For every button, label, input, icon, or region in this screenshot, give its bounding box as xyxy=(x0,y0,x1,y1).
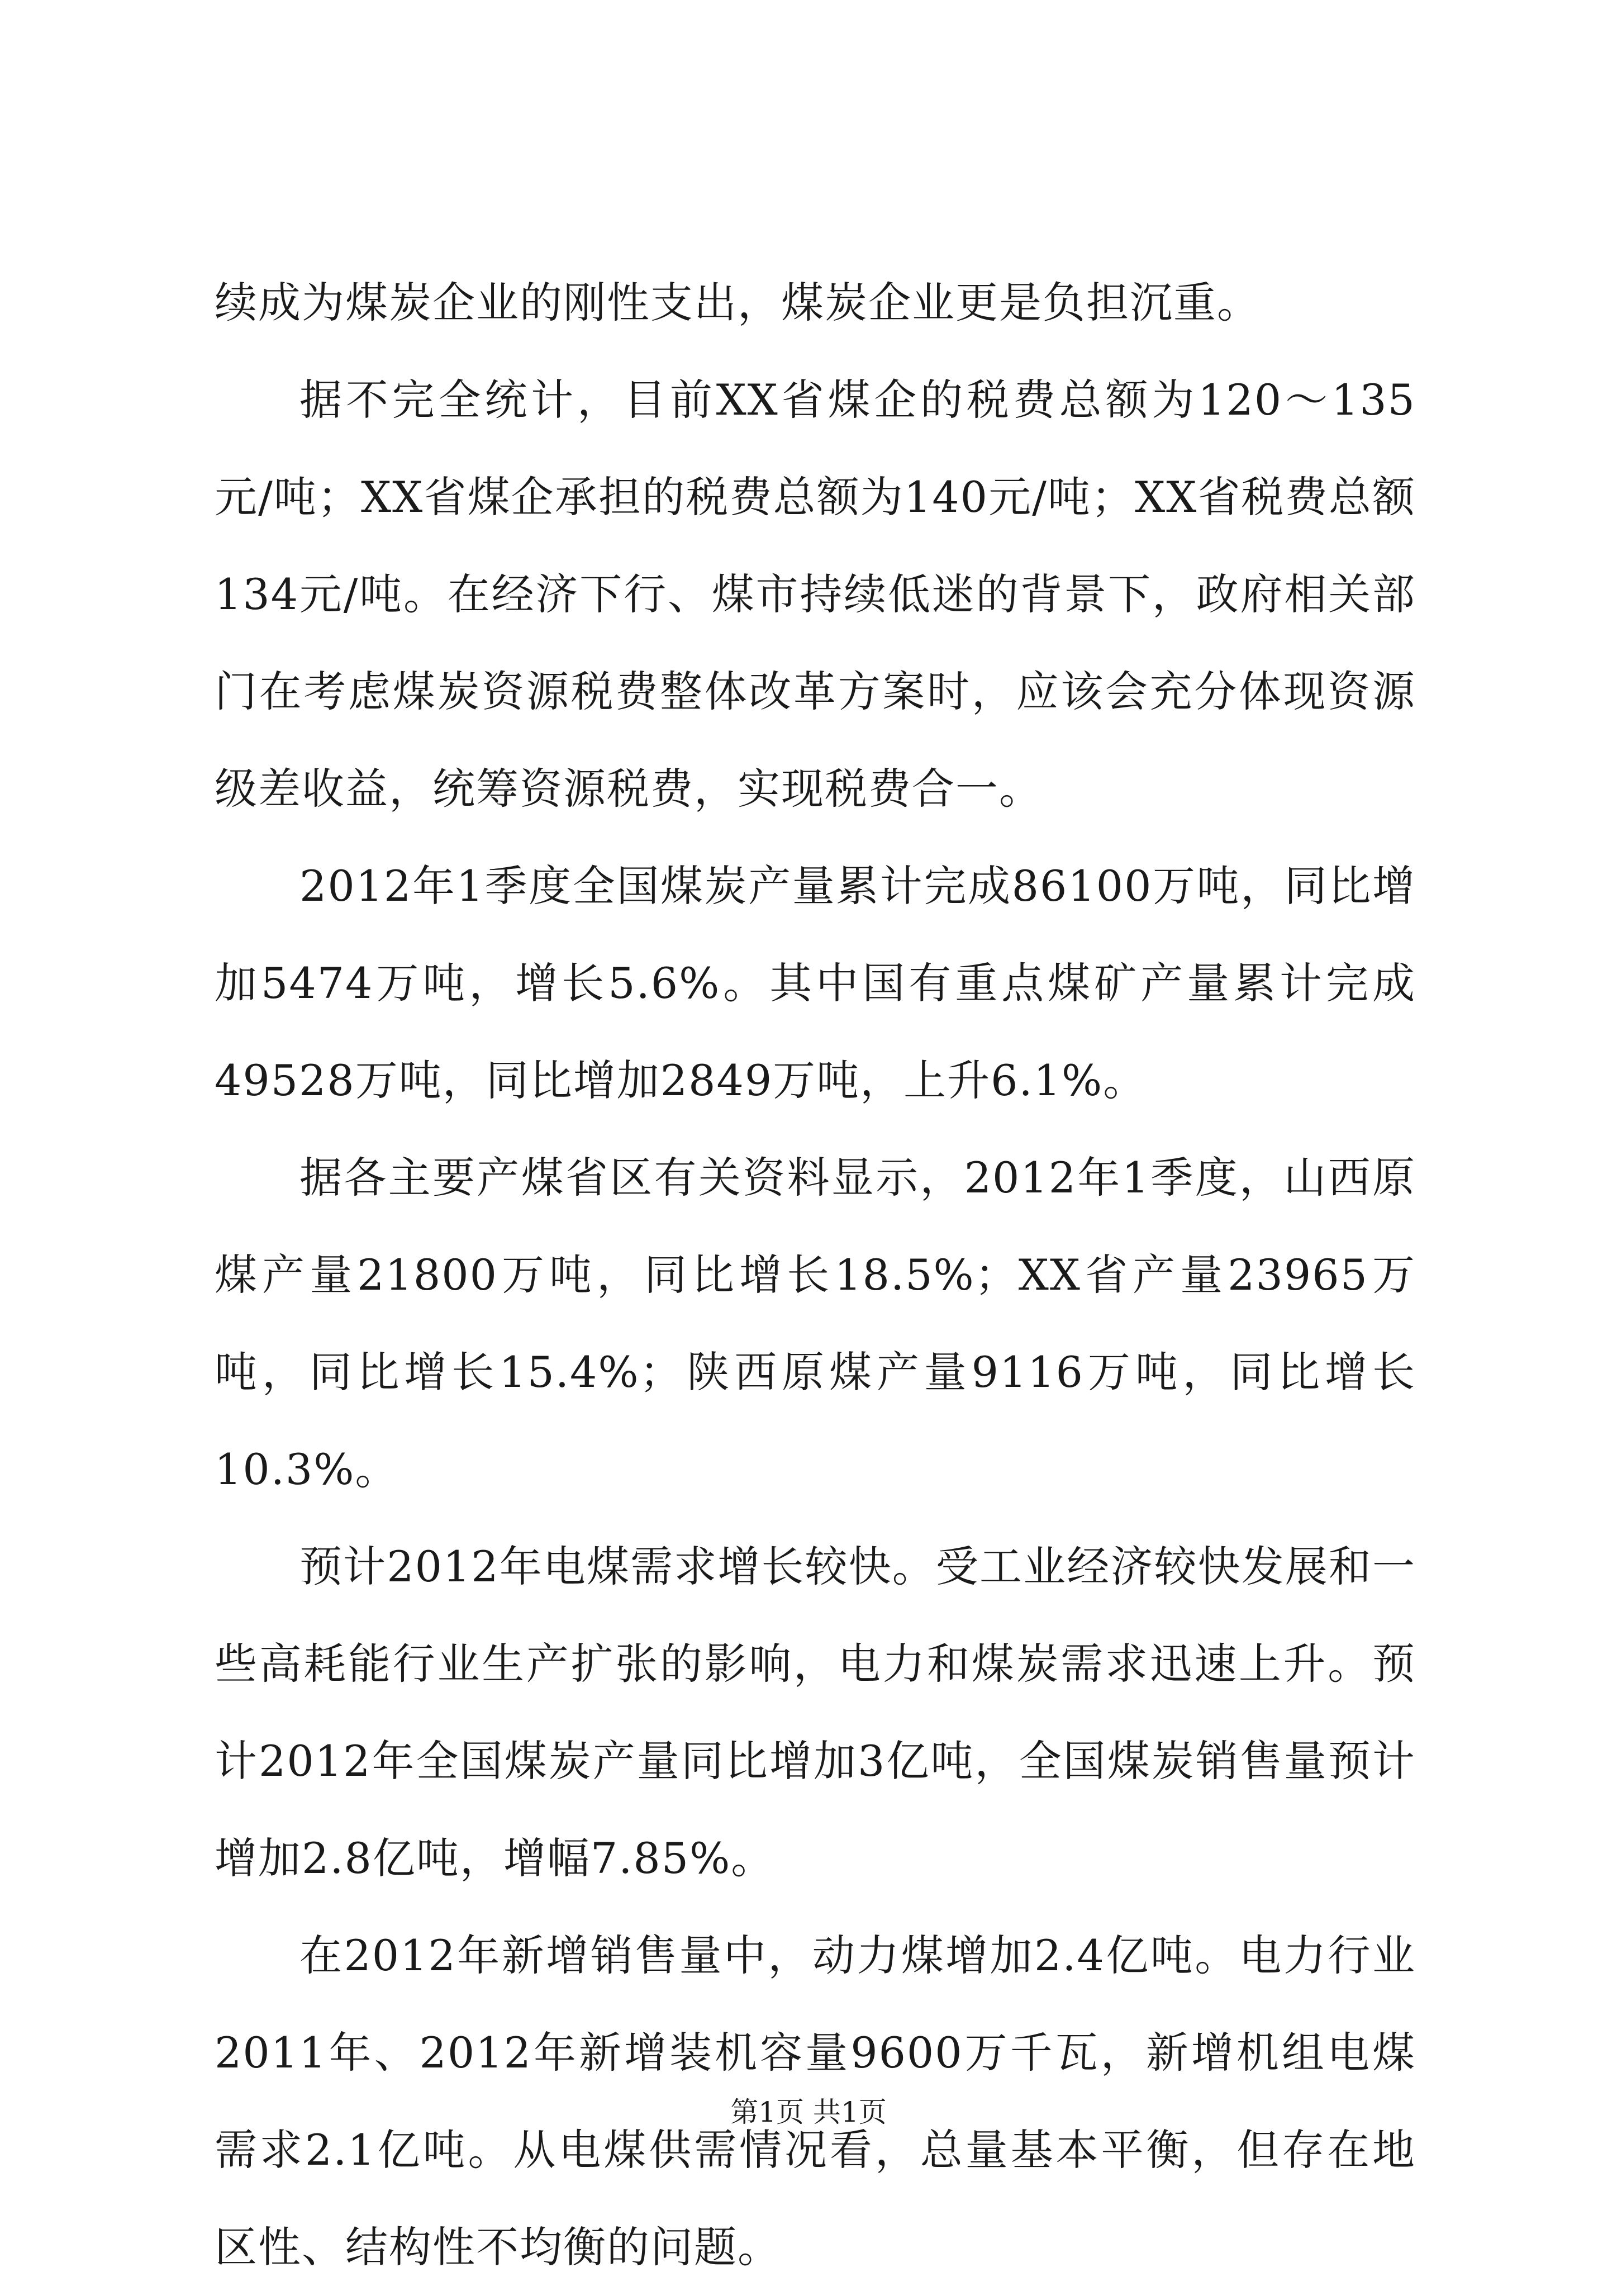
paragraph-tax-statistics: 据不完全统计，目前XX省煤企的税费总额为120～135元/吨；XX省煤企承担的税费总额为140元/吨；XX省税费总额134元/吨。在经济下行、煤市持续低迷的背景下，政府相关部门在考虑煤炭资源税费整体改革方案时，应该会充分体现资源级差收益，统筹资源税费，实现税费合一。 xyxy=(215,375,1416,814)
page-footer: 第1页 共1页 xyxy=(730,2096,887,2128)
paragraph-thermal-coal: 在2012年新增销售量中，动力煤增加2.4亿吨。电力行业2011年、2012年新增装机容量9600万千瓦，新增机组电煤需求2.1亿吨。从电煤供需情况看，总量基本平衡，但存在地区性、结构性不均衡的问题。 xyxy=(215,1931,1416,2272)
paragraph-q1-national-output: 2012年1季度全国煤炭产量累计完成86100万吨，同比增加5474万吨，增长5.6%。其中国有重点煤矿产量累计完成49528万吨，同比增加2849万吨，上升6.1%。 xyxy=(215,861,1416,1105)
paragraph-provincial-output: 据各主要产煤省区有关资料显示，2012年1季度，山西原煤产量21800万吨，同比增长18.5%；XX省产量23965万吨，同比增长15.4%；陕西原煤产量9116万吨，同比增长10.3%。 xyxy=(215,1153,1416,1494)
paragraph-continuation: 续成为煤炭企业的刚性支出，煤炭企业更是负担沉重。 xyxy=(215,278,1261,327)
paragraph-demand-forecast: 预计2012年电煤需求增长较快。受工业经济较快发展和一些高耗能行业生产扩张的影响，电力和煤炭需求迅速上升。预计2012年全国煤炭产量同比增加3亿吨，全国煤炭销售量预计增加2.8亿吨，增幅7.85%。 xyxy=(215,1542,1416,1883)
document-body xyxy=(215,254,1416,2296)
